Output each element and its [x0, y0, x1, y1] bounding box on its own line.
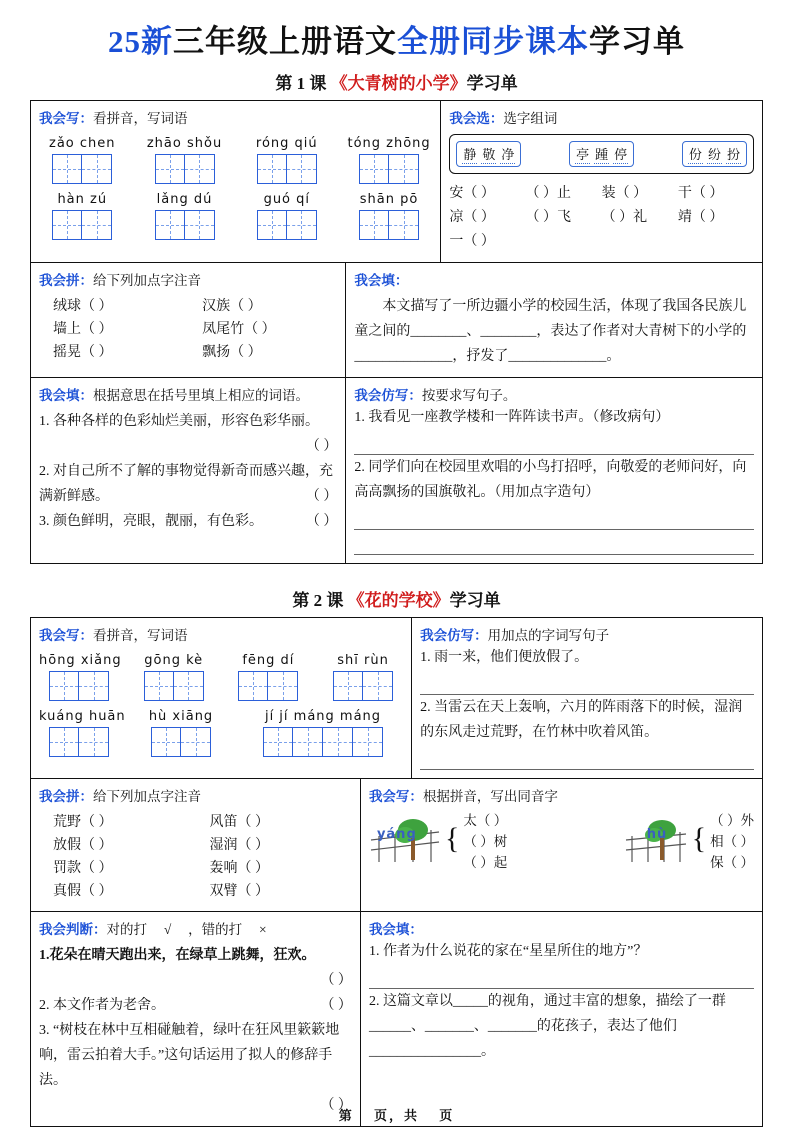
fill-item: 1. 作者为什么说花的家在“星星所住的地方”？: [368, 944, 648, 959]
tianzige-box[interactable]: [287, 210, 317, 240]
word-bank-char: 静: [462, 144, 477, 164]
tianzige-box[interactable]: [263, 727, 293, 757]
tianzige-box[interactable]: [185, 210, 215, 240]
tianzige-box[interactable]: [174, 671, 204, 701]
row-l2-write-imitate: [31, 618, 762, 778]
word-bank-char: 份: [688, 144, 703, 164]
pinyin-text: zhāo shǒu: [146, 136, 223, 151]
pinyin-cell: [39, 136, 126, 184]
tianzige-group[interactable]: [141, 154, 228, 184]
pinyinmark-item[interactable]: 墙上（ ）: [53, 322, 113, 337]
homophone-right-blank[interactable]: （ ）外: [710, 813, 754, 828]
pinyinmark-item[interactable]: 风笛（ ）: [209, 815, 269, 830]
pinyin-text: zǎo chen: [49, 136, 116, 151]
tianzige-box[interactable]: [185, 154, 215, 184]
row-fill2-imitate: [31, 377, 762, 563]
choose-item[interactable]: 装（ ）: [601, 186, 648, 201]
imitate-item: 2. 当雷云在天上轰响，六月的阵雨落下的时候，湿润的东风走过荒野，在竹林中吹着风笛。: [420, 700, 743, 740]
fill2-item-blank[interactable]: （ ）: [305, 439, 338, 454]
fence-tree-icon: [624, 810, 688, 873]
lesson-1-number: 第 1 课: [275, 74, 327, 93]
tianzige-box[interactable]: [359, 154, 389, 184]
fill-answer-lines[interactable]: [369, 968, 754, 989]
tianzige-box[interactable]: [238, 671, 268, 701]
pinyin-cell: [244, 192, 331, 240]
tianzige-box[interactable]: [181, 727, 211, 757]
imitate-item: 1. 我看见一座教学楼和一阵阵读书声。（修改病句）: [354, 410, 670, 425]
judge-tag: 我会判断：: [39, 922, 107, 937]
pinyin-cell: [141, 709, 221, 757]
choose-item[interactable]: 一（ ）: [449, 234, 495, 249]
tianzige-box[interactable]: [52, 154, 82, 184]
lesson-1-suffix: 学习单: [466, 74, 518, 93]
tianzige-group[interactable]: [39, 727, 119, 757]
homophone-left-pinyin: yáng: [376, 827, 417, 842]
pinyinmark-item[interactable]: 绒球（ ）: [53, 299, 113, 314]
pinyin-row-1: [39, 136, 432, 184]
pinyinmark-tag: 我会拼：: [39, 273, 93, 288]
pinyin-row-1: [39, 653, 403, 701]
tianzige-box[interactable]: [363, 671, 393, 701]
cell-lesson1-fill: [345, 263, 762, 377]
pinyin-cell: [244, 136, 331, 184]
tianzige-box[interactable]: [353, 727, 383, 757]
imitate-answer-lines[interactable]: [354, 434, 754, 455]
pinyin-row-2: [39, 192, 432, 240]
choose-item[interactable]: 靖（ ）: [677, 210, 724, 225]
pinyin-text: hōng xiǎng: [39, 653, 122, 668]
pinyinmark-item[interactable]: 飘扬（ ）: [202, 345, 262, 360]
pinyinmark-prompt: 给下列加点字注音: [93, 789, 201, 804]
fill2-item-text: 1. 各种各样的色彩灿烂美丽，形容色彩华丽。: [39, 414, 319, 429]
title-part-4: 学习单: [589, 24, 685, 59]
fill2-item[interactable]: [39, 459, 337, 509]
homophone-right: [624, 810, 754, 873]
homophone-body: [369, 810, 754, 873]
homophone-prompt: 根据拼音，写出同音字: [422, 789, 558, 804]
tianzige-box[interactable]: [79, 671, 109, 701]
homophone-left-blank[interactable]: （ ）起: [463, 855, 508, 870]
answer-line[interactable]: [354, 509, 754, 530]
fill2-tag: 我会填：: [39, 388, 93, 403]
word-bank-group: [569, 141, 634, 167]
homophone-left: [369, 810, 507, 873]
cell-lesson2-imitate: [411, 618, 762, 778]
lesson-2-suffix: 学习单: [449, 591, 501, 610]
pinyinmark-item[interactable]: 放假（ ）: [53, 838, 113, 853]
cell-lesson2-fill: [360, 912, 762, 1126]
pinyin-row-2: [39, 709, 403, 757]
pinyinmark-prompt: 给下列加点字注音: [93, 273, 201, 288]
choose-prompt: 选字组词: [503, 111, 558, 126]
homophone-right-blank[interactable]: 保（ ）: [710, 855, 754, 870]
pinyinmark-item[interactable]: 凤尾竹（ ）: [202, 322, 276, 337]
pinyinmark-items: [39, 811, 352, 903]
choose-tag: 我会选：: [449, 111, 504, 126]
word-bank-group: [456, 141, 521, 167]
title-part-3: 全册同步课本: [397, 24, 589, 59]
tianzige-group[interactable]: [141, 727, 221, 757]
tianzige-box[interactable]: [82, 210, 112, 240]
tianzige-box[interactable]: [389, 210, 419, 240]
homophone-right-brace: [691, 822, 707, 855]
fill-text[interactable]: 本文描写了一所边疆小学的校园生活，体现了我国各民族儿童之间的________、________，表达了作者对大青树下的小学的______________，抒发了______________。: [354, 299, 747, 364]
judge-items: [39, 943, 352, 1118]
judge-item[interactable]: 3. “树枝在林中互相碰触着，绿叶在狂风里簌簌地响，雷云拍着大手。”这句话运用了拟人的修辞手法。: [39, 1023, 340, 1088]
imitate-tag: 我会仿写：: [354, 388, 422, 403]
fill2-item-text: 3. 颜色鲜明，亮眼，靓丽，有色彩。: [39, 514, 263, 529]
cell-lesson1-choose: [440, 101, 762, 262]
choose-item[interactable]: 安（ ）: [449, 186, 495, 201]
homophone-right-blank[interactable]: 相（ ）: [710, 834, 754, 849]
word-bank-char: 纷: [707, 144, 722, 164]
cell-lesson2-pinyinmark: [31, 779, 360, 911]
tianzige-group[interactable]: [39, 210, 126, 240]
fill2-item-text: 2. 对自己所不了解的事物觉得新奇而感兴趣，充满新鲜感。: [39, 464, 333, 504]
word-bank: [449, 134, 754, 174]
imitate-answer-lines[interactable]: [420, 749, 754, 770]
write-tag: 我会写：: [39, 111, 93, 126]
left-brace-icon: {: [691, 822, 707, 855]
tianzige-box[interactable]: [333, 671, 363, 701]
fill2-prompt: 根据意思在括号里填上相应的词语。: [93, 388, 309, 403]
pinyinmark-item[interactable]: 荒野（ ）: [53, 815, 113, 830]
answer-line[interactable]: [420, 749, 754, 770]
pinyinmark-tag: 我会拼：: [39, 789, 93, 804]
imitate-item: 2. 同学们向在校园里欢唱的小鸟打招呼，向敬爱的老师问好，向高高飘扬的国旗敬礼。（用加点字造句）: [354, 460, 747, 500]
imitate-prompt: 按要求写句子。: [421, 388, 517, 403]
tianzige-box[interactable]: [359, 210, 389, 240]
pinyin-cell: [141, 136, 228, 184]
tianzige-box[interactable]: [79, 727, 109, 757]
row-l2-judge-fill: [31, 911, 762, 1126]
imitate-tag: 我会仿写：: [420, 628, 488, 643]
tianzige-box[interactable]: [49, 727, 79, 757]
title-part-2: 三年级上册语文: [173, 24, 397, 59]
word-bank-group: [682, 141, 747, 167]
pinyin-text: shān pō: [359, 192, 419, 207]
left-brace-icon: {: [444, 822, 460, 855]
title-part-1: 25新: [108, 24, 173, 59]
write-prompt: 看拼音，写词语: [93, 628, 188, 643]
homophone-right-list[interactable]: [710, 810, 754, 873]
choose-item[interactable]: （ ）飞: [525, 210, 572, 225]
word-bank-char: 踵: [594, 144, 609, 164]
lesson-1-sheet: [30, 100, 763, 564]
judge-prompt: 对的打 √ ，错的打 ×: [106, 922, 267, 937]
homophone-right-pinyin: hù: [646, 827, 668, 842]
tianzige-box[interactable]: [268, 671, 298, 701]
tianzige-group[interactable]: [39, 154, 126, 184]
pinyin-cell: [39, 192, 126, 240]
tianzige-box[interactable]: [49, 671, 79, 701]
pinyin-cell: [141, 192, 228, 240]
page-title: [0, 16, 793, 61]
pinyin-text: tóng zhōng: [347, 136, 431, 151]
tianzige-box[interactable]: [257, 210, 287, 240]
pinyin-cell: [346, 192, 433, 240]
tianzige-box[interactable]: [293, 727, 323, 757]
cell-lesson2-homophone: [360, 779, 762, 911]
pinyinmark-item[interactable]: 罚款（ ）: [53, 861, 113, 876]
tianzige-box[interactable]: [52, 210, 82, 240]
judge-item[interactable]: [39, 993, 352, 1018]
pinyin-text: jí jí máng máng: [264, 709, 382, 724]
judge-item[interactable]: 1.花朵在晴天跑出来，在绿草上跳舞，狂欢。: [39, 948, 316, 963]
pinyin-text: róng qiú: [255, 136, 318, 151]
worksheet-page: [0, 16, 793, 1138]
fill-tag: 我会填：: [368, 922, 423, 937]
tianzige-box[interactable]: [323, 727, 353, 757]
pinyin-text: hù xiāng: [148, 709, 214, 724]
cell-lesson2-write: [31, 618, 411, 778]
pinyin-text: fēng dí: [242, 653, 295, 668]
word-bank-char: 敬: [481, 144, 496, 164]
pinyin-text: lǎng dú: [156, 192, 213, 207]
pinyinmark-item[interactable]: 摇晃（ ）: [53, 345, 113, 360]
choose-item[interactable]: 干（ ）: [677, 186, 724, 201]
row-pinyin-fill: [31, 262, 762, 377]
pinyin-text: guó qí: [263, 192, 311, 207]
imitate-prompt: 用加点的字词写句子: [487, 628, 610, 643]
answer-line[interactable]: [354, 534, 754, 555]
judge-blank[interactable]: （ ）: [320, 1098, 352, 1113]
lesson-1-name: 《大青树的小学》: [330, 74, 467, 93]
pinyinmark-item[interactable]: 双臂（ ）: [209, 884, 269, 899]
cell-lesson1-write: [31, 101, 440, 262]
fill2-item-blank[interactable]: （ ）: [305, 489, 338, 504]
homophone-tag: 我会写：: [368, 789, 423, 804]
lesson-2-heading: [0, 586, 793, 611]
tianzige-group[interactable]: [346, 210, 433, 240]
word-bank-char: 亭: [575, 144, 590, 164]
pinyin-cell: [243, 709, 403, 757]
pinyin-cell: [39, 709, 126, 757]
tianzige-group[interactable]: [134, 671, 214, 701]
row-write-choose: [31, 101, 762, 262]
answer-line[interactable]: [369, 968, 754, 989]
fill2-item[interactable]: [39, 409, 337, 459]
pinyinmark-item[interactable]: 真假（ ）: [53, 884, 113, 899]
tianzige-group[interactable]: [243, 727, 403, 757]
choose-item[interactable]: （ ）止: [525, 186, 572, 201]
tianzige-group[interactable]: [39, 671, 119, 701]
imitate-item: 1. 雨一来，他们便放假了。: [420, 650, 589, 665]
fill2-items: [39, 409, 337, 534]
homophone-left-blanks[interactable]: [444, 822, 460, 855]
lesson-1-heading: [0, 69, 793, 94]
homophone-left-blank[interactable]: 太（ ）: [463, 813, 508, 828]
pinyin-text: shī rùn: [337, 653, 389, 668]
pinyinmark-item[interactable]: 汉族（ ）: [202, 299, 262, 314]
word-bank-char: 净: [500, 144, 515, 164]
judge-blank[interactable]: （ ）: [320, 998, 352, 1013]
pinyin-cell: [346, 136, 433, 184]
tianzige-group[interactable]: [346, 154, 433, 184]
tianzige-box[interactable]: [155, 210, 185, 240]
fill2-item[interactable]: [39, 509, 337, 534]
tianzige-box[interactable]: [82, 154, 112, 184]
pinyinmark-items: [39, 295, 337, 364]
homophone-left-blank[interactable]: （ ）树: [463, 834, 508, 849]
tianzige-box[interactable]: [389, 154, 419, 184]
row-l2-pinyin-homophone: [31, 778, 762, 911]
tianzige-group[interactable]: [228, 671, 308, 701]
cell-lesson2-judge: [31, 912, 360, 1126]
word-bank-char: 扮: [726, 144, 741, 164]
choose-item[interactable]: （ ）礼: [601, 210, 648, 225]
pinyinmark-item[interactable]: 轰响（ ）: [209, 861, 269, 876]
judge-blank[interactable]: （ ）: [320, 973, 352, 988]
tianzige-box[interactable]: [151, 727, 181, 757]
pinyin-text: gōng kè: [144, 653, 204, 668]
pinyin-text: kuáng huān: [39, 709, 126, 724]
tianzige-box[interactable]: [257, 154, 287, 184]
choose-items: [449, 182, 754, 254]
write-prompt: 看拼音，写词语: [93, 111, 188, 126]
fill-item[interactable]: 2. 这篇文章以_____的视角，通过丰富的想象，描绘了一群______、_______、_______的花孩子，表达了他们________________。: [368, 994, 726, 1059]
judge-item-text: 2. 本文作者为老舍。: [39, 998, 165, 1013]
answer-line[interactable]: [354, 434, 754, 455]
tianzige-box[interactable]: [155, 154, 185, 184]
page-footer: 第 页，共 页: [338, 1108, 455, 1123]
lesson-2-sheet: [30, 617, 763, 1127]
tianzige-group[interactable]: [244, 154, 331, 184]
tianzige-group[interactable]: [244, 210, 331, 240]
write-tag: 我会写：: [39, 628, 93, 643]
answer-line[interactable]: [420, 674, 754, 695]
imitate-answer-lines[interactable]: [420, 674, 754, 695]
choose-item[interactable]: 凉（ ）: [449, 210, 495, 225]
pinyinmark-item[interactable]: 湿润（ ）: [209, 838, 269, 853]
fill2-item-blank[interactable]: （ ）: [305, 514, 338, 529]
tianzige-group[interactable]: [141, 210, 228, 240]
cell-lesson1-pinyinmark: [31, 263, 345, 377]
pinyin-cell: [134, 653, 214, 701]
word-bank-char: 停: [613, 144, 628, 164]
pinyin-cell: [39, 653, 122, 701]
fence-tree-icon: [369, 810, 441, 873]
homophone-left-list[interactable]: [463, 810, 507, 873]
lesson-2-name: 《花的学校》: [347, 591, 450, 610]
cell-lesson1-imitate: [345, 378, 762, 563]
pinyin-text: hàn zú: [57, 192, 108, 207]
tianzige-box[interactable]: [144, 671, 174, 701]
cell-lesson1-fill2: [31, 378, 345, 563]
tianzige-box[interactable]: [287, 154, 317, 184]
imitate-answer-lines[interactable]: [354, 509, 754, 555]
fill-tag: 我会填：: [354, 273, 409, 288]
lesson-2-number: 第 2 课: [292, 591, 344, 610]
tianzige-group[interactable]: [323, 671, 403, 701]
pinyin-cell: [323, 653, 403, 701]
pinyin-cell: [228, 653, 308, 701]
